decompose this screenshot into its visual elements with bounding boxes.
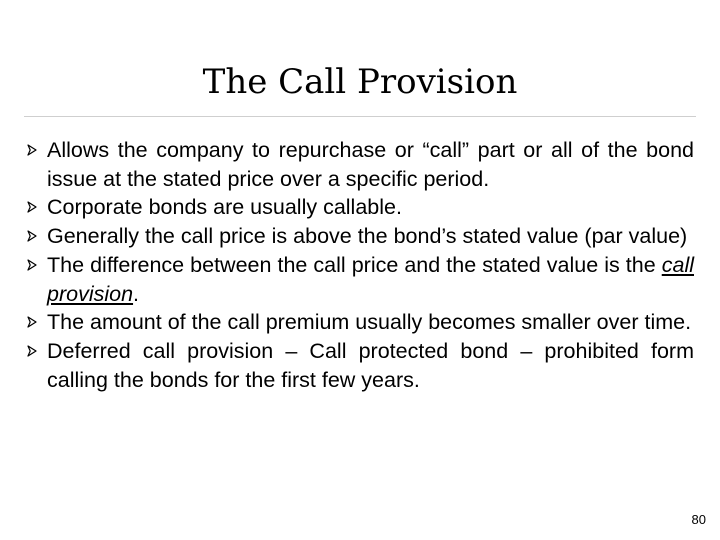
bullet-item [0,193,720,222]
bullet-item [0,337,720,394]
bullet-item [0,308,720,337]
title-divider [24,116,696,117]
bullet-text: Allows the company to repurchase or “call” part or all of the bond issue at the stated price over a specific period. [47,138,694,191]
page-number: 80 [691,512,706,527]
emphasized-term: call provision [47,252,694,306]
bullet-item [0,222,720,251]
bullet-text: Generally the call price is above the bond’s stated value (par value) [47,224,688,249]
bullet-text-suffix: . [133,281,140,306]
bullet-item [0,136,720,193]
bullet-item [0,251,720,308]
arrowhead-bullet-icon [25,251,39,279]
arrowhead-bullet-icon [25,222,39,250]
slide-title: The Call Provision [202,62,518,102]
arrowhead-bullet-icon [25,308,39,336]
bullet-text: The difference between the call price and the stated value is the [47,252,662,277]
arrowhead-bullet-icon [25,193,39,221]
bullet-text: The amount of the call premium usually becomes smaller over time. [47,310,692,335]
arrowhead-bullet-icon [25,337,39,365]
bullet-list [0,136,720,394]
bullet-text: Deferred call provision – Call protected bond – prohibited form calling the bonds for the first few years. [47,338,694,392]
arrowhead-bullet-icon [25,136,39,164]
bullet-text: Corporate bonds are usually callable. [47,195,402,220]
